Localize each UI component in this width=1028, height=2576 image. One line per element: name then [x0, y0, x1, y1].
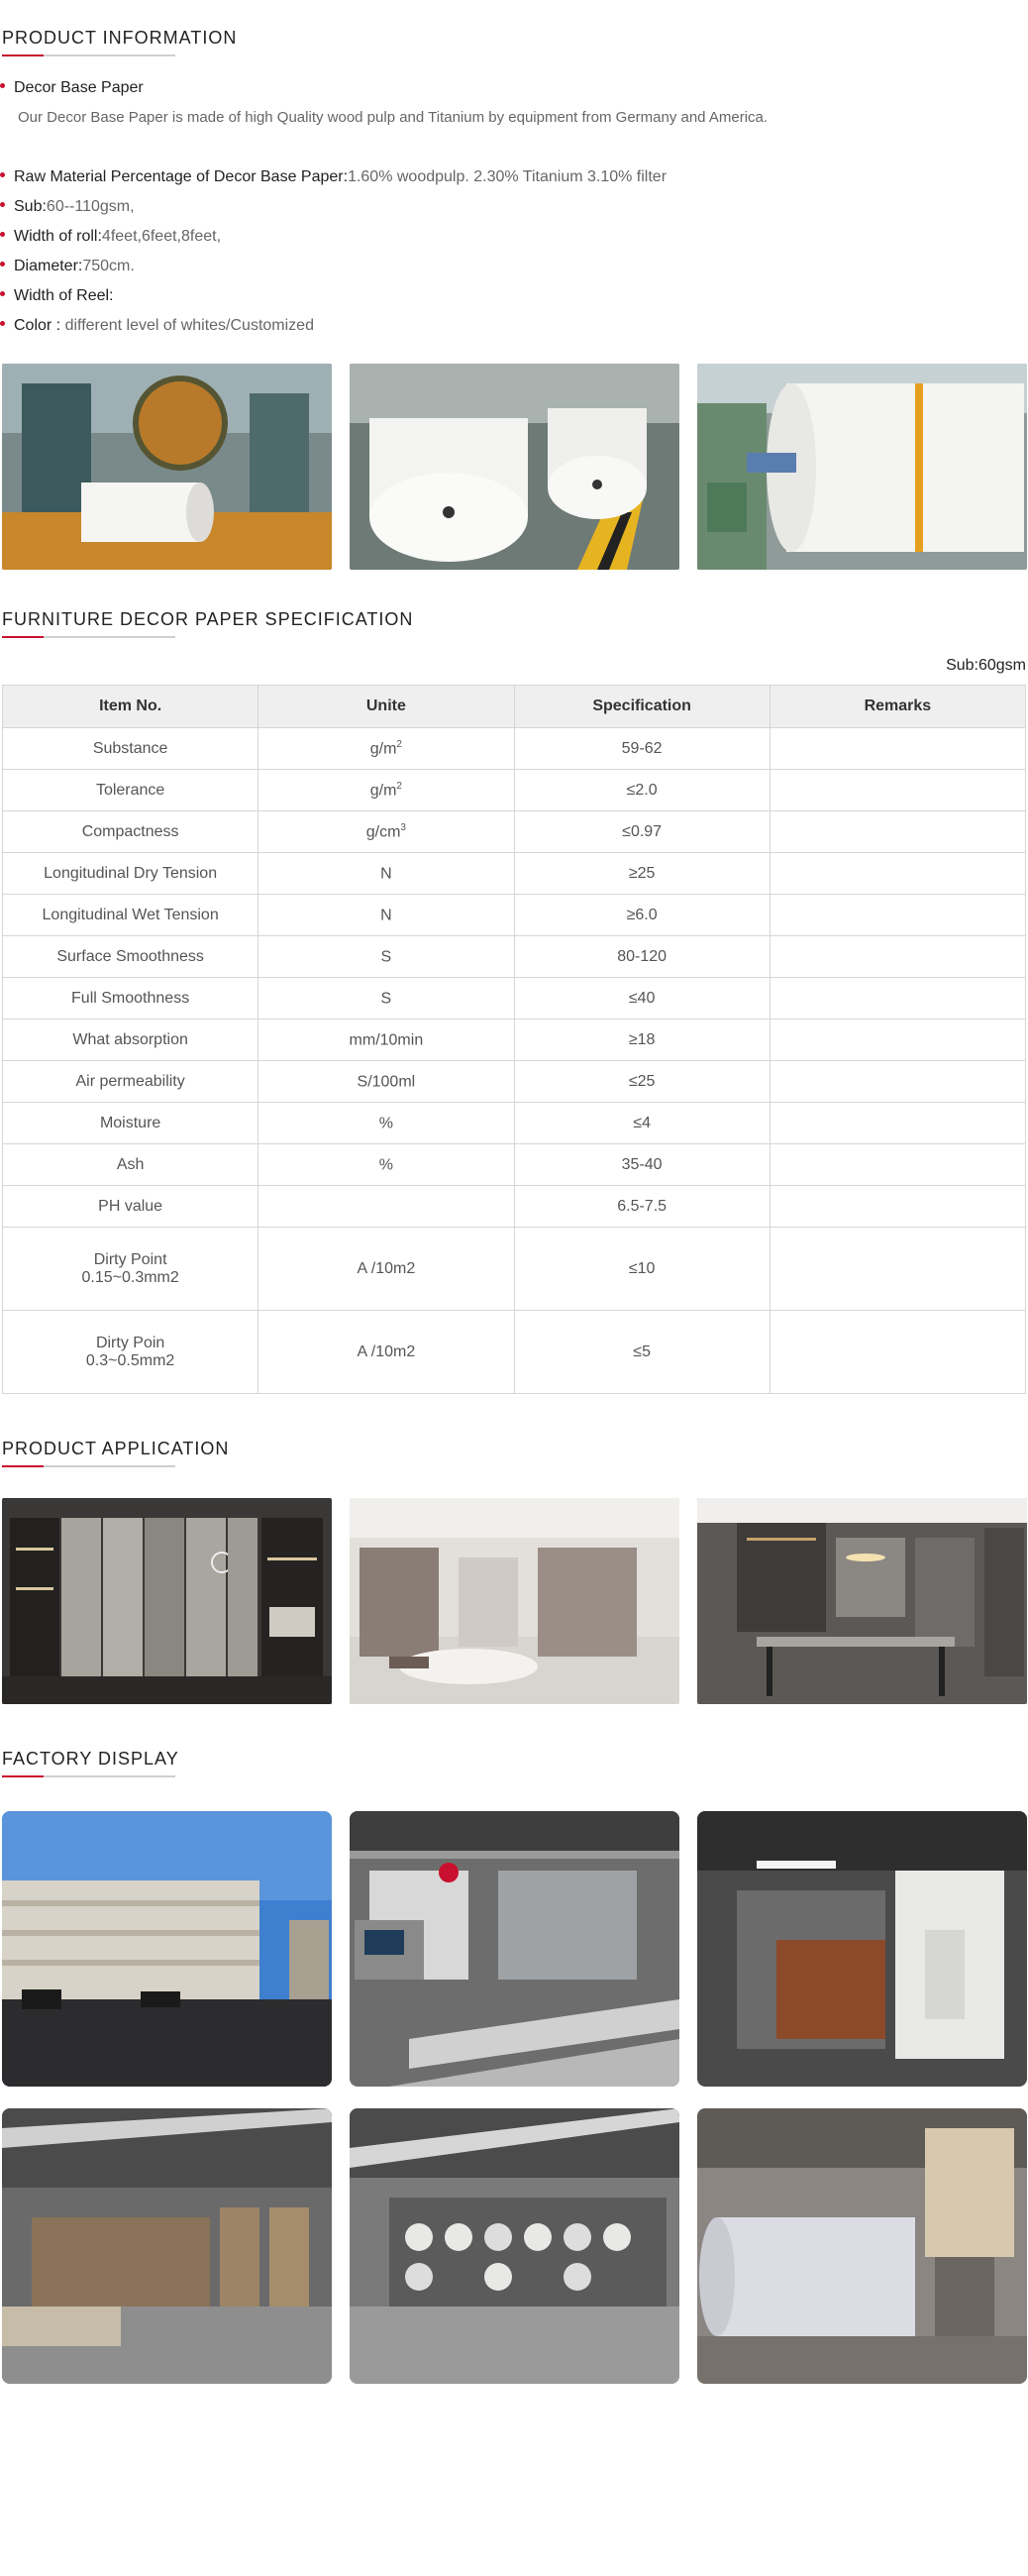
- product-info-title: PRODUCT INFORMATION: [2, 28, 238, 48]
- cell-remarks: [770, 978, 1025, 1020]
- cell-unit: $g/m^2$: [258, 770, 514, 811]
- cell-spec: ≤10: [514, 1228, 770, 1311]
- cell-item: Surface Smoothness: [3, 936, 258, 978]
- bullet-diameter: Diameter:750cm.: [0, 258, 135, 275]
- coating-machine-photo: [697, 1811, 1027, 2087]
- cell-spec: 59-62: [514, 728, 770, 770]
- header-specification: Specification: [514, 686, 770, 728]
- table-row: [3, 1103, 1026, 1144]
- cell-item: PH value: [3, 1186, 258, 1228]
- roll-winding-photo: [697, 2108, 1027, 2384]
- table-row: [3, 895, 1026, 936]
- cell-spec: 6.5-7.5: [514, 1186, 770, 1228]
- cell-spec: 80-120: [514, 936, 770, 978]
- table-row: [3, 1061, 1026, 1103]
- cell-item: Ash: [3, 1144, 258, 1186]
- application-title: PRODUCT APPLICATION: [2, 1439, 230, 1458]
- cell-remarks: [770, 728, 1025, 770]
- application-title-rule: [2, 1465, 175, 1467]
- cell-unit: A /10m2: [258, 1228, 514, 1311]
- dining-room-photo: [697, 1498, 1027, 1704]
- table-row: [3, 1020, 1026, 1061]
- bullet-dot-icon: [0, 83, 5, 88]
- cell-remarks: [770, 1311, 1025, 1394]
- paper-roll-machine-photo: [2, 364, 332, 570]
- cell-remarks: [770, 853, 1025, 895]
- warehouse-racks-photo: [350, 2108, 679, 2384]
- spec-table: [2, 685, 1026, 1394]
- cell-unit: %: [258, 1144, 514, 1186]
- cell-remarks: [770, 770, 1025, 811]
- paper-rolls-floor-photo: [350, 364, 679, 570]
- table-row: [3, 728, 1026, 770]
- cell-item: Dirty Poin 0.3~0.5mm2: [3, 1311, 258, 1394]
- cell-item: Compactness: [3, 811, 258, 853]
- cell-item: Air permeability: [3, 1061, 258, 1103]
- spec-sub-note: Sub:60gsm: [946, 657, 1026, 674]
- cell-spec: 35-40: [514, 1144, 770, 1186]
- cell-item: Longitudinal Dry Tension: [3, 853, 258, 895]
- production-line-photo: [350, 1811, 679, 2087]
- bullet-dot-icon: [0, 291, 5, 296]
- cell-unit: $g/m^2$: [258, 728, 514, 770]
- factory-title: FACTORY DISPLAY: [2, 1749, 179, 1769]
- cell-remarks: [770, 811, 1025, 853]
- cell-item: Longitudinal Wet Tension: [3, 895, 258, 936]
- wardrobe-cabinet-photo: [2, 1498, 332, 1704]
- cell-unit: [258, 1186, 514, 1228]
- table-row: [3, 811, 1026, 853]
- table-row: [3, 1311, 1026, 1394]
- cell-item: Full Smoothness: [3, 978, 258, 1020]
- cell-item: Dirty Point 0.15~0.3mm2: [3, 1228, 258, 1311]
- bullet-dot-icon: [0, 172, 5, 177]
- warehouse-rolls-photo: [2, 2108, 332, 2384]
- living-room-photo: [350, 1498, 679, 1704]
- bullet-dot-icon: [0, 262, 5, 267]
- cell-unit: S/100ml: [258, 1061, 514, 1103]
- spec-title: FURNITURE DECOR PAPER SPECIFICATION: [2, 609, 414, 629]
- table-row: [3, 936, 1026, 978]
- table-row: [3, 978, 1026, 1020]
- product-heading: Decor Base Paper: [0, 79, 144, 97]
- bullet-raw-material: Raw Material Percentage of Decor Base Paper:1.60% woodpulp. 2.30% Titanium 3.10% filter: [0, 168, 667, 186]
- cell-spec: ≥18: [514, 1020, 770, 1061]
- bullet-width-of-reel: Width of Reel:: [0, 287, 113, 305]
- cell-item: Moisture: [3, 1103, 258, 1144]
- bullet-width-of-roll: Width of roll:4feet,6feet,8feet,: [0, 228, 221, 246]
- table-row: [3, 1228, 1026, 1311]
- cell-spec: ≤5: [514, 1311, 770, 1394]
- product-info-title-rule: [2, 54, 175, 56]
- table-row: [3, 853, 1026, 895]
- table-header-row: [3, 686, 1026, 728]
- bullet-color: Color : different level of whites/Customized: [0, 317, 314, 335]
- bullet-dot-icon: [0, 321, 5, 326]
- cell-spec: ≤0.97: [514, 811, 770, 853]
- cell-unit: %: [258, 1103, 514, 1144]
- cell-unit: A /10m2: [258, 1311, 514, 1394]
- cell-unit: mm/10min: [258, 1020, 514, 1061]
- cell-remarks: [770, 895, 1025, 936]
- cell-spec: ≥25: [514, 853, 770, 895]
- cell-unit: S: [258, 978, 514, 1020]
- cell-remarks: [770, 936, 1025, 978]
- header-remarks: Remarks: [770, 686, 1025, 728]
- cell-unit: N: [258, 895, 514, 936]
- spec-title-rule: [2, 636, 175, 638]
- cell-unit: $g/cm^3$: [258, 811, 514, 853]
- product-description: Our Decor Base Paper is made of high Quality wood pulp and Titanium by equipment from Germany and America.: [18, 109, 769, 126]
- cell-remarks: [770, 1020, 1025, 1061]
- cell-item: Tolerance: [3, 770, 258, 811]
- cell-item: Substance: [3, 728, 258, 770]
- cell-spec: ≤4: [514, 1103, 770, 1144]
- header-unite: Unite: [258, 686, 514, 728]
- cell-remarks: [770, 1061, 1025, 1103]
- cell-unit: N: [258, 853, 514, 895]
- cell-item: What absorption: [3, 1020, 258, 1061]
- factory-title-rule: [2, 1775, 175, 1777]
- table-row: [3, 1186, 1026, 1228]
- bullet-sub: Sub:60--110gsm,: [0, 198, 135, 216]
- bullet-dot-icon: [0, 202, 5, 207]
- cell-spec: ≤25: [514, 1061, 770, 1103]
- cell-remarks: [770, 1186, 1025, 1228]
- cell-remarks: [770, 1103, 1025, 1144]
- large-paper-roll-photo: [697, 364, 1027, 570]
- table-row: [3, 770, 1026, 811]
- bullet-dot-icon: [0, 232, 5, 237]
- cell-spec: ≤40: [514, 978, 770, 1020]
- table-row: [3, 1144, 1026, 1186]
- cell-remarks: [770, 1144, 1025, 1186]
- cell-spec: ≥6.0: [514, 895, 770, 936]
- header-item-no: Item No.: [3, 686, 258, 728]
- cell-spec: ≤2.0: [514, 770, 770, 811]
- cell-remarks: [770, 1228, 1025, 1311]
- factory-building-photo: [2, 1811, 332, 2087]
- cell-unit: S: [258, 936, 514, 978]
